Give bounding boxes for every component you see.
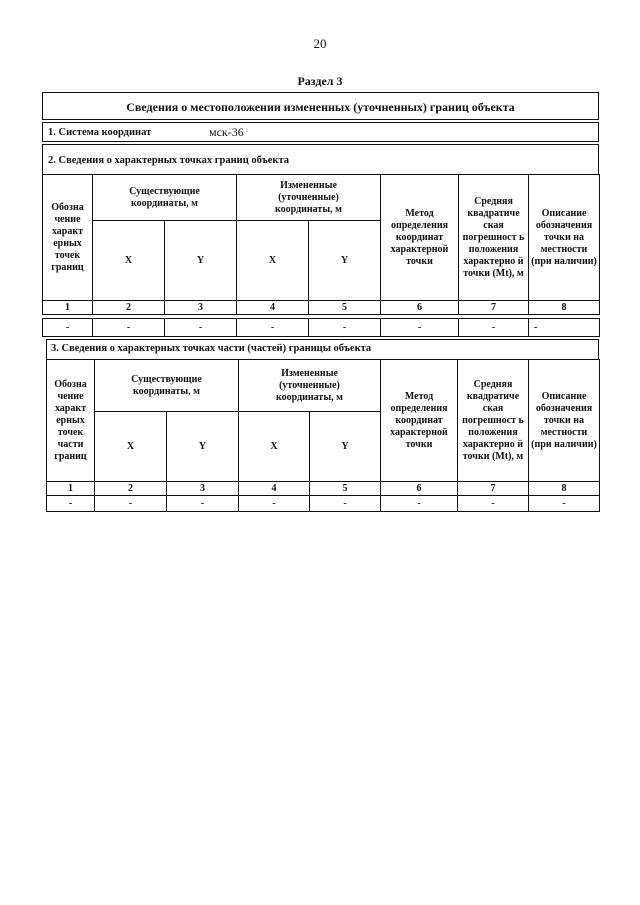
table-row: - xyxy=(167,496,239,512)
table1-col-number: 8 xyxy=(529,301,600,315)
table2-col-number: 4 xyxy=(239,482,310,496)
table2-header-x2: X xyxy=(239,412,310,482)
table-row: - xyxy=(165,319,237,337)
document-title: Сведения о местоположении измененных (уточненных) границ объекта xyxy=(126,100,515,114)
table1-header-error: Средняя квадратиче ская погрешност ь положения характерно й точки (Mt), м xyxy=(459,175,529,301)
table1 xyxy=(42,174,600,315)
table1-col-number: 6 xyxy=(381,301,459,315)
table2-header-changed: Измененные (уточненные) координаты, м xyxy=(239,360,381,412)
table2-header-x1: X xyxy=(95,412,167,482)
table-row: - xyxy=(381,319,459,337)
table2-title-row xyxy=(46,339,599,359)
table-row: - xyxy=(458,496,529,512)
table-row: - xyxy=(381,496,458,512)
table1-col-number: 7 xyxy=(459,301,529,315)
table2-col-number: 8 xyxy=(529,482,600,496)
table2-col-number: 1 xyxy=(47,482,95,496)
document-title-box xyxy=(42,92,599,120)
table1-header-x1: X xyxy=(93,221,165,301)
table1-header-x2: X xyxy=(237,221,309,301)
table-row: - xyxy=(237,319,309,337)
table-row: - xyxy=(239,496,310,512)
table-row: - xyxy=(459,319,529,337)
table1-header-existing: Существующие координаты, м xyxy=(93,175,237,221)
table-row: - xyxy=(47,496,95,512)
table1-col-number: 1 xyxy=(43,301,93,315)
table1-header-changed: Измененные (уточненные) координаты, м xyxy=(237,175,381,221)
table2-col-number: 3 xyxy=(167,482,239,496)
table1-title: 2. Сведения о характерных точках границ объекта xyxy=(48,155,289,166)
table2-title: 3. Сведения о характерных точках части (частей) границы объекта xyxy=(51,343,372,354)
coord-system-row xyxy=(42,122,599,142)
table1-col-number: 5 xyxy=(309,301,381,315)
page-number: 20 xyxy=(313,36,327,51)
table-row: - xyxy=(529,319,600,337)
table2-col-number: 5 xyxy=(310,482,381,496)
table1-title-row xyxy=(42,144,599,174)
table2-col-number: 6 xyxy=(381,482,458,496)
table1-header-description: Описание обозначения точки на местности (при наличии) xyxy=(529,175,600,301)
table1-header-y2: Y xyxy=(309,221,381,301)
table2-header-y1: Y xyxy=(167,412,239,482)
table2 xyxy=(46,359,600,512)
table1-header-method: Метод определения координат характерной точки xyxy=(381,175,459,301)
table2-header-y2: Y xyxy=(310,412,381,482)
table1-data xyxy=(42,318,600,337)
table1-col-number: 3 xyxy=(165,301,237,315)
table-row: - xyxy=(310,496,381,512)
table-row: - xyxy=(309,319,381,337)
table-row: - xyxy=(43,319,93,337)
table1-header-designation: Обозна чение характ ерных точек границ xyxy=(43,175,93,301)
table1-header-y1: Y xyxy=(165,221,237,301)
table-row: - xyxy=(529,496,600,512)
table-row: - xyxy=(93,319,165,337)
table2-header-existing: Существующие координаты, м xyxy=(95,360,239,412)
table2-header-designation: Обозна чение характ ерных точек части границ xyxy=(47,360,95,482)
table1-col-number: 2 xyxy=(93,301,165,315)
coord-system-label: 1. Система координат xyxy=(48,127,152,138)
section-heading: Раздел 3 xyxy=(297,74,343,88)
table1-col-number: 4 xyxy=(237,301,309,315)
coord-system-value: мск-36 xyxy=(209,125,244,139)
table2-col-number: 2 xyxy=(95,482,167,496)
table2-header-error: Средняя квадратиче ская погрешност ь положения характерно й точки (Mt), м xyxy=(458,360,529,482)
table-row: - xyxy=(95,496,167,512)
table2-header-method: Метод определения координат характерной точки xyxy=(381,360,458,482)
table2-col-number: 7 xyxy=(458,482,529,496)
table2-header-description: Описание обозначения точки на местности (при наличии) xyxy=(529,360,600,482)
